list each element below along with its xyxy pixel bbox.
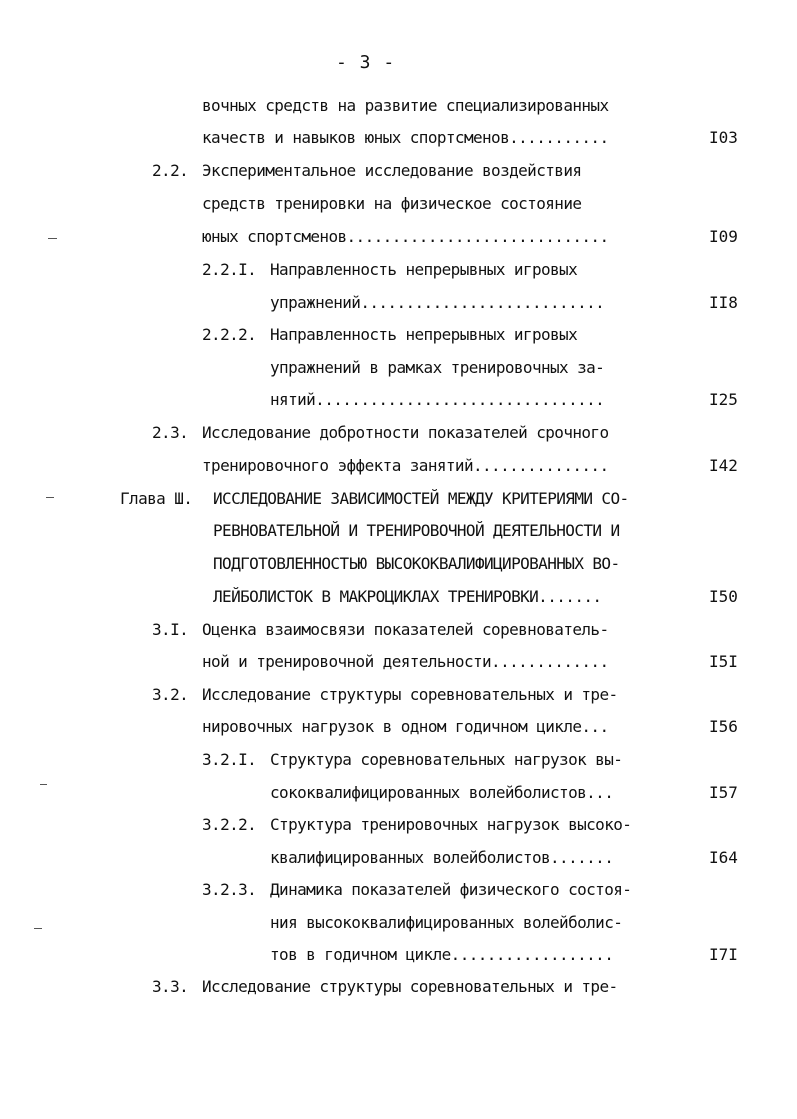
- toc-entry-text: нировочных нагрузок в одном годичном цикле...: [202, 717, 609, 736]
- toc-entry-text: Экспериментальное исследование воздействия: [202, 161, 582, 180]
- toc-entry-text: Динамика показателей физического состоя-: [270, 880, 632, 899]
- toc-entry-text: ной и тренировочной деятельности.............: [202, 652, 609, 671]
- toc-entry-text: тов в годичном цикле..................: [270, 945, 614, 964]
- scan-mark: [34, 928, 42, 929]
- toc-entry-text: сококвалифицированных волейболистов...: [270, 783, 614, 802]
- toc-entry-number: 3.2.2.: [202, 815, 257, 834]
- toc-entry-number: 3.2.I.: [202, 750, 257, 769]
- toc-entry-text: ния высококвалифицированных волейболис-: [270, 913, 623, 932]
- toc-page-ref: I5I: [709, 652, 738, 671]
- toc-entry-text: вочных средств на развитие специализированных: [202, 96, 609, 115]
- toc-entry-text: Направленность непрерывных игровых: [270, 260, 578, 279]
- toc-entry-text: средств тренировки на физическое состояние: [202, 194, 582, 213]
- toc-page-ref: I25: [709, 390, 738, 409]
- toc-entry-text: нятий................................: [270, 390, 605, 409]
- toc-entry-text: Оценка взаимосвязи показателей соревнователь-: [202, 620, 609, 639]
- toc-entry-text: Исследование структуры соревновательных и тре-: [202, 685, 618, 704]
- page-number: - 3 -: [336, 52, 396, 73]
- toc-page-ref: I57: [709, 783, 738, 802]
- toc-entry-number: 2.2.I.: [202, 260, 257, 279]
- toc-entry-number: 3.2.3.: [202, 880, 257, 899]
- toc-entry-text: Структура соревновательных нагрузок вы-: [270, 750, 623, 769]
- toc-entry-number: 3.2.: [152, 685, 189, 704]
- toc-entry-number: 2.2.2.: [202, 325, 257, 344]
- toc-entry-text: упражнений в рамках тренировочных за-: [270, 358, 605, 377]
- toc-entry-number: 3.3.: [152, 977, 189, 996]
- toc-page-ref: II8: [709, 293, 738, 312]
- toc-page-ref: I7I: [709, 945, 738, 964]
- chapter-title-text: ЛЕЙБОЛИСТОК В МАКРОЦИКЛАХ ТРЕНИРОВКИ.......: [213, 587, 602, 606]
- toc-page-ref: I50: [709, 587, 738, 606]
- chapter-title-text: ИССЛЕДОВАНИЕ ЗАВИСИМОСТЕЙ МЕЖДУ КРИТЕРИЯМИ СО-: [213, 489, 629, 508]
- toc-entry-text: квалифицированных волейболистов.......: [270, 848, 614, 867]
- toc-entry-text: Структура тренировочных нагрузок высоко-: [270, 815, 632, 834]
- toc-entry-number: 3.I.: [152, 620, 189, 639]
- scan-mark: [48, 238, 57, 239]
- toc-page-ref: I42: [709, 456, 738, 475]
- toc-entry-text: упражнений...........................: [270, 293, 605, 312]
- toc-entry-text: качеств и навыков юных спортсменов...........: [202, 128, 609, 147]
- toc-page-ref: I64: [709, 848, 738, 867]
- toc-entry-number: 2.2.: [152, 161, 189, 180]
- chapter-label: Глава Ш.: [120, 489, 193, 508]
- toc-entry-text: Исследование добротности показателей срочного: [202, 423, 609, 442]
- toc-page-ref: I09: [709, 227, 738, 246]
- scan-mark: [46, 497, 54, 498]
- scan-mark: [40, 784, 47, 785]
- toc-entry-text: Направленность непрерывных игровых: [270, 325, 578, 344]
- toc-entry-number: 2.3.: [152, 423, 189, 442]
- toc-page-ref: I03: [709, 128, 738, 147]
- toc-entry-text: тренировочного эффекта занятий...............: [202, 456, 609, 475]
- toc-entry-text: Исследование структуры соревновательных и тре-: [202, 977, 618, 996]
- chapter-title-text: ПОДГОТОВЛЕННОСТЬЮ ВЫСОКОКВАЛИФИЦИРОВАННЫХ ВО-: [213, 554, 620, 573]
- chapter-title-text: РЕВНОВАТЕЛЬНОЙ И ТРЕНИРОВОЧНОЙ ДЕЯТЕЛЬНОСТИ И: [213, 521, 620, 540]
- toc-page-ref: I56: [709, 717, 738, 736]
- toc-entry-text: юных спортсменов.............................: [202, 227, 609, 246]
